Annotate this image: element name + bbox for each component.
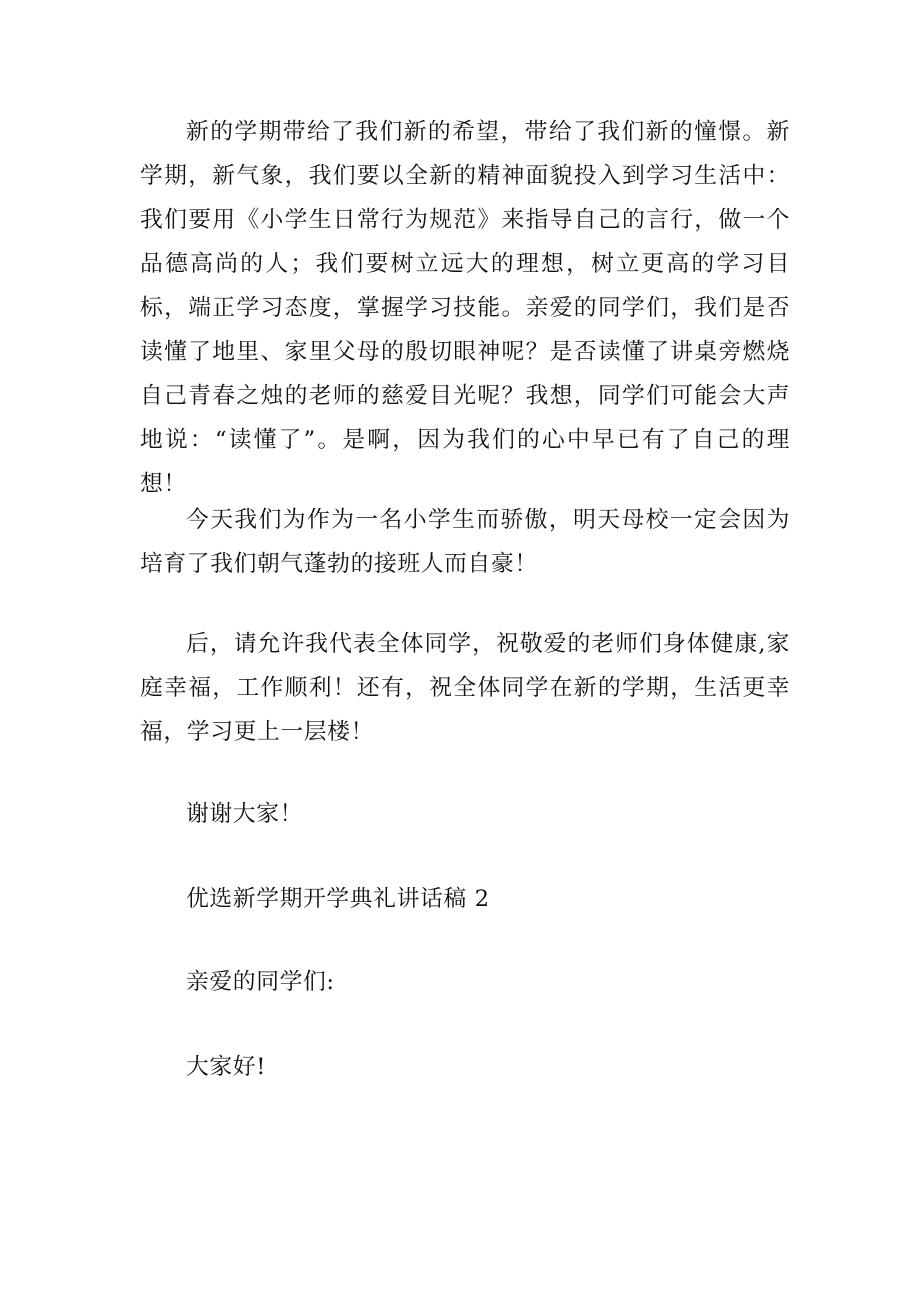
speech-2-salutation: 亲爱的同学们: [186, 969, 335, 995]
speech-closing-thanks: 谢谢大家！ [186, 801, 303, 827]
speech-2-greeting: 大家好! [186, 1054, 266, 1080]
speech-paragraph-pride: 今天我们为作为一名小学生而骄傲，明天母校一定会因为培育了我们朝气蓬勃的接班人而自豪！ [140, 507, 790, 577]
speech-paragraph-hope: 新的学期带给了我们新的希望，带给了我们新的憧憬。新学期，新气象，我们要以全新的精神面貌投入到学习生活中：我们要用《小学生日常行为规范》来指导自己的言行，做一个品德高尚的人；我们要树立远大的理想，树立更高的学习目标，端正学习态度，掌握学习技能。亲爱的同学们，我们是否读懂了地里、家里父母的殷切眼神呢？是否读懂了讲桌旁燃烧自己青春之烛的老师的慈爱目光呢？我想，同学们可能会大声地说：“读懂了”。是啊，因为我们的心中早已有了自己的理想！ [140, 119, 790, 497]
speech-2-title: 优选新学期开学典礼讲话稿 2 [186, 886, 490, 912]
speech-paragraph-wishes: 后，请允许我代表全体同学，祝敬爱的老师们身体健康,家庭幸福，工作顺利！还有，祝全体同学在新的学期，生活更幸福，学习更上一层楼！ [140, 631, 790, 745]
